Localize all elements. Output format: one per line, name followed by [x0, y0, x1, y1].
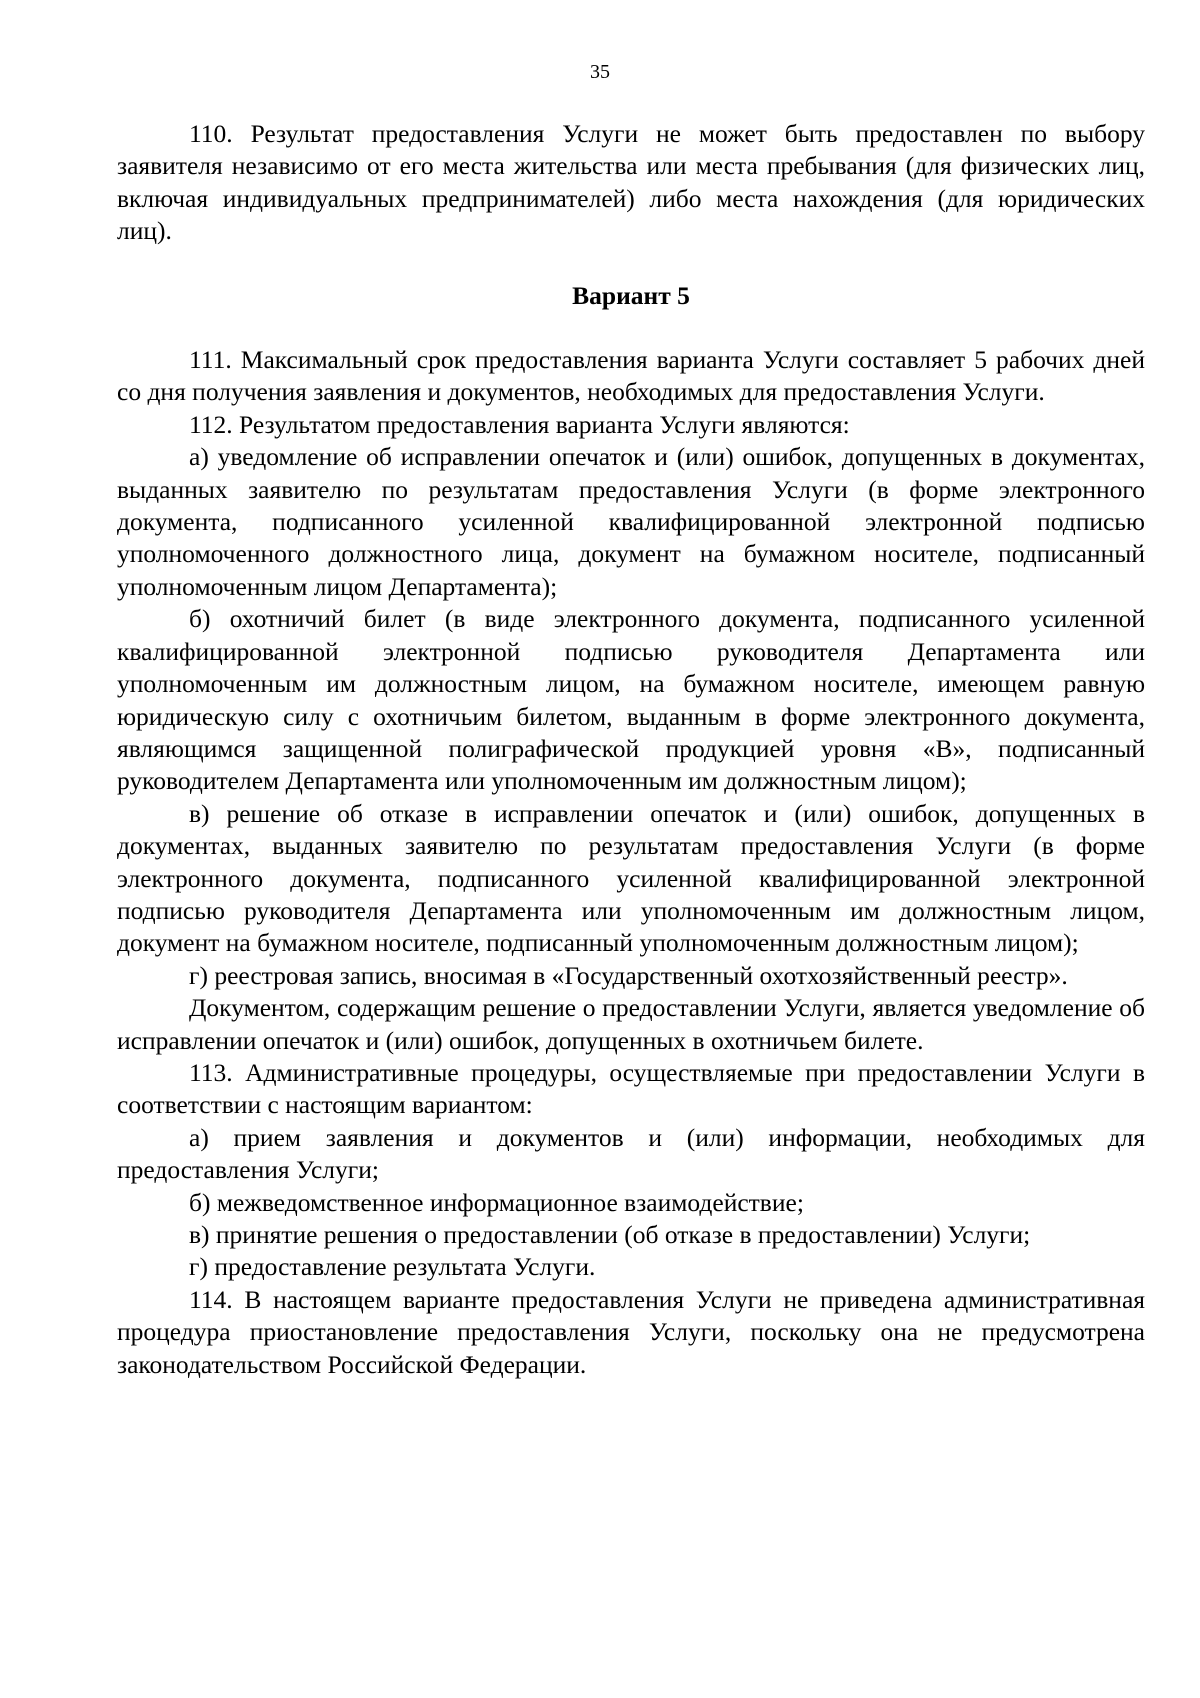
document-body	[117, 118, 1145, 1381]
page-number: 35	[590, 61, 610, 83]
paragraph-113-v: в) принятие решения о предоставлении (об отказе в предоставлении) Услуги;	[189, 1220, 1031, 1249]
paragraph-112-a: а) уведомление об исправлении опечаток и (или) ошибок, допущенных в документах, выданных заявителю по результатам предоставления Услуги (в форме электронного документа, подписанного усиленной квалифицированной электронной подписью уполномоченного должностного лица, документ на бумажном носителе, подписанный уполномоченным лицом Департамента);	[117, 442, 1145, 601]
paragraph-113: 113. Административные процедуры, осуществляемые при предоставлении Услуги в соответствии с настоящим вариантом:	[117, 1057, 1145, 1120]
paragraph-113-b: б) межведомственное информационное взаимодействие;	[189, 1187, 804, 1217]
paragraph-114: 114. В настоящем варианте предоставления Услуги не приведена административная процедура приостановление предоставления Услуги, поскольку она не предусмотрена законодательством Российской Федерации.	[117, 1284, 1145, 1379]
paragraph-113-a: а) прием заявления и документов и (или) информации, необходимых для предоставления Услуги;	[117, 1122, 1145, 1185]
paragraph-113-g: г) предоставление результата Услуги.	[189, 1252, 596, 1282]
paragraph-112-v: в) решение об отказе в исправлении опечаток и (или) ошибок, допущенных в документах, выданных заявителю по результатам предоставления Услуги (в форме электронного документа, подписанного усиленной квалифицированной электронной подписью руководителя Департамента или уполномоченным им должностным лицом, документ на бумажном носителе, подписанный уполномоченным должностным лицом);	[117, 798, 1145, 958]
paragraph-112-b: б) охотничий билет (в виде электронного документа, подписанного усиленной квалифицированной электронной подписью руководителя Департамента или уполномоченным им должностным лицом, на бумажном носителе, имеющем равную юридическую силу с охотничьим билетом, выданным в форме электронного документа, являющимся защищенной полиграфической продукцией уровня «В», подписанный руководителем Департамента или уполномоченным им должностным лицом);	[117, 604, 1145, 796]
section-heading: Вариант 5	[572, 280, 690, 310]
paragraph-110: 110. Результат предоставления Услуги не может быть предоставлен по выбору заявителя независимо от его места жительства или места пребывания (для физических лиц, включая индивидуальных предпринимателей) либо места нахождения (для юридических лиц).	[117, 119, 1145, 246]
paragraph-112-g: г) реестровая запись, вносимая в «Государственный охотхозяйственный реестр».	[189, 960, 1068, 990]
paragraph-112: 112. Результатом предоставления варианта Услуги являются:	[189, 409, 850, 439]
paragraph-111: 111. Максимальный срок предоставления варианта Услуги составляет 5 рабочих дней со дня получения заявления и документов, необходимых для предоставления Услуги.	[117, 345, 1145, 407]
paragraph-decision-document: Документом, содержащим решение о предоставлении Услуги, является уведомление об исправлении опечаток и (или) ошибок, допущенных в охотничьем билете.	[117, 993, 1145, 1055]
